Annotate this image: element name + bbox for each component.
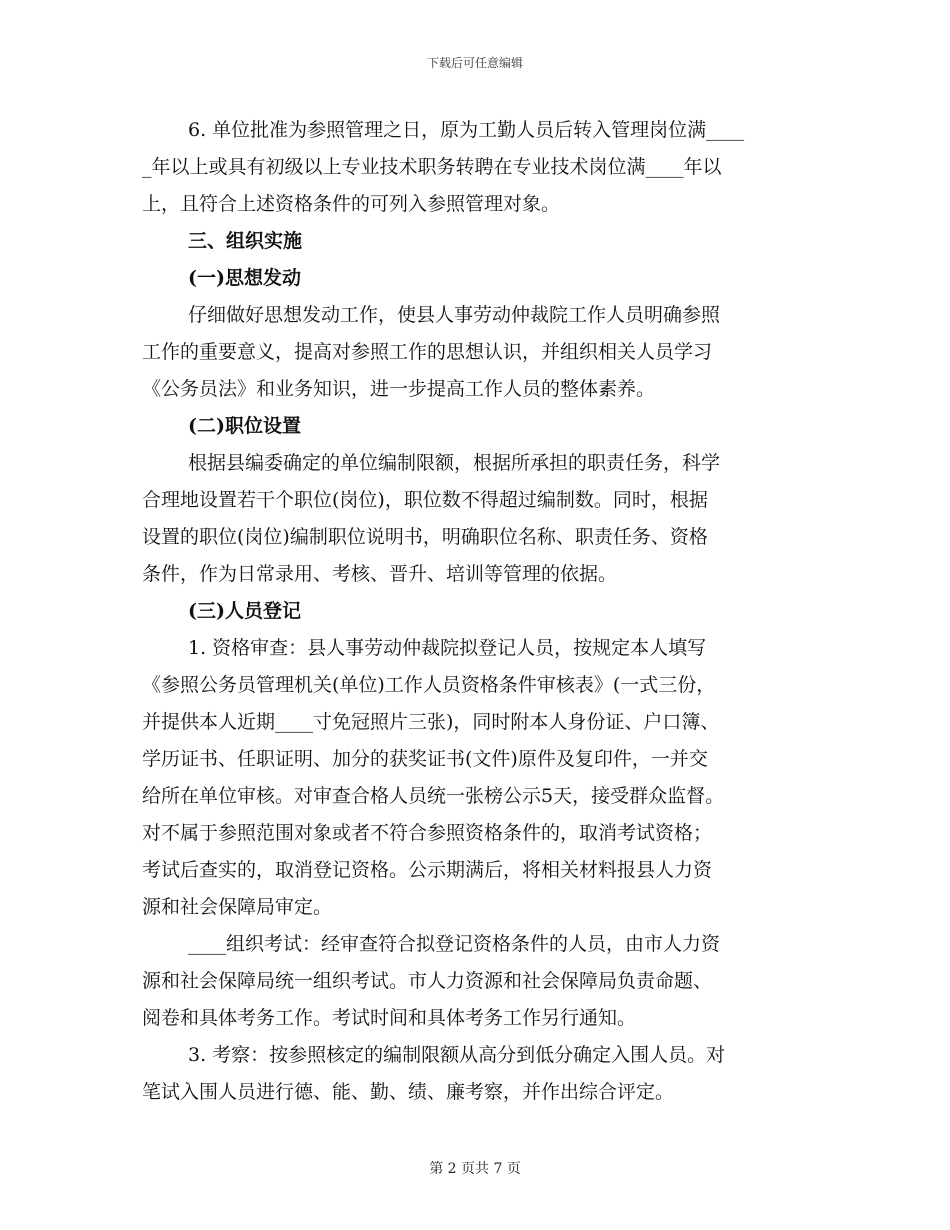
subsection-heading: (三)人员登记	[188, 600, 301, 622]
paragraph-line: 工作的重要意义，提高对参照工作的思想认识，并组织相关人员学习	[142, 341, 713, 363]
paragraph-line: 源和社会保障局审定。	[142, 896, 333, 918]
paragraph-line: 《公务员法》和业务知识，进一步提高工作人员的整体素养。	[142, 378, 656, 400]
paragraph-line: 根据县编委确定的单位编制限额，根据所承担的职责任务，科学	[188, 452, 721, 474]
paragraph-line: 设置的职位(岗位)编制职位说明书，明确职位名称、职责任务、资格	[142, 526, 708, 548]
subsection-heading: (一)思想发动	[188, 267, 301, 289]
paragraph-line: 3. 考察：按参照核定的编制限额从高分到低分确定入围人员。对	[188, 1044, 726, 1066]
paragraph-line: 并提供本人近期____寸免冠照片三张)，同时附本人身份证、户口簿、	[142, 711, 720, 733]
paragraph-line: 源和社会保障局统一组织考试。市人力资源和社会保障局负责命题、	[142, 970, 713, 992]
paragraph-line: 1. 资格审查：县人事劳动仲裁院拟登记人员，按规定本人填写	[188, 637, 707, 659]
paragraph-line: 给所在单位审核。对审查合格人员统一张榜公示5天，接受群众监督。	[142, 785, 725, 807]
paragraph-line: 阅卷和具体考务工作。考试时间和具体考务工作另行通知。	[142, 1007, 637, 1029]
paragraph-line: 条件，作为日常录用、考核、晋升、培训等管理的依据。	[142, 563, 618, 585]
paragraph-line: 合理地设置若干个职位(岗位)，职位数不得超过编制数。同时，根据	[142, 489, 708, 511]
paragraph-line: 考试后查实的，取消登记资格。公示期满后，将相关材料报县人力资	[142, 859, 713, 881]
paragraph-line: 对不属于参照范围对象或者不符合参照资格条件的，取消考试资格；	[142, 822, 713, 844]
page-footer: 第 2 页共 7 页	[429, 1161, 521, 1177]
page-header: 下载后可任意编辑	[426, 56, 523, 70]
document-body	[142, 112, 810, 1111]
paragraph-line: 上，且符合上述资格条件的可列入参照管理对象。	[142, 193, 561, 215]
paragraph-line: 《参照公务员管理机关(单位)工作人员资格条件审核表》(一式三份，	[142, 674, 716, 696]
subsection-heading: (二)职位设置	[188, 415, 301, 437]
paragraph-line: 6. 单位批准为参照管理之日，原为工勤人员后转入管理岗位满____	[188, 119, 745, 141]
section-heading: 三、组织实施	[188, 230, 303, 252]
paragraph-line: 笔试入围人员进行德、能、勤、绩、廉考察，并作出综合评定。	[142, 1081, 675, 1103]
paragraph-line: _年以上或具有初级以上专业技术职务转聘在专业技术岗位满____年以	[142, 156, 722, 178]
paragraph-line: 学历证书、任职证明、加分的获奖证书(文件)原件及复印件，一并交	[142, 748, 708, 770]
paragraph-line: 仔细做好思想发动工作，使县人事劳动仲裁院工作人员明确参照	[188, 304, 721, 326]
paragraph-line: ____组织考试：经审查符合拟登记资格条件的人员，由市人力资	[188, 933, 721, 955]
